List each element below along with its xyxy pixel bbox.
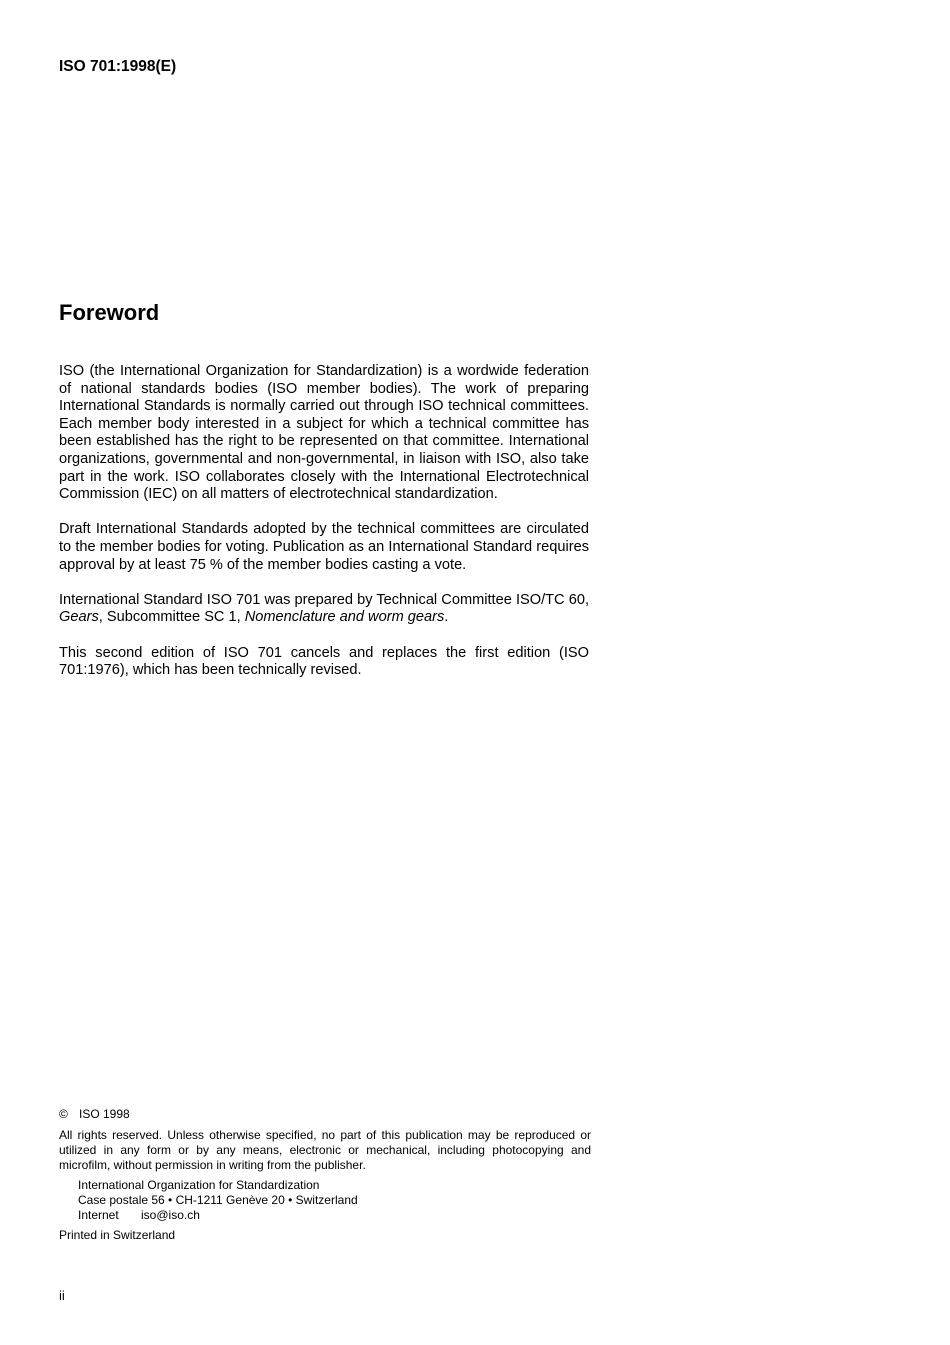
copyright-block <box>59 1107 591 1243</box>
paragraph-3-text-b: , Subcommittee SC 1, <box>98 609 245 626</box>
printed-in: Printed in Switzerland <box>59 1228 176 1242</box>
internet-line <box>78 1208 591 1223</box>
subcommittee-title: Nomenclature and worm gears <box>244 609 445 626</box>
paragraph-3-text-c: . <box>444 609 449 626</box>
internet-label: Internet <box>78 1208 119 1222</box>
copyright-symbol: © <box>59 1107 68 1121</box>
foreword-paragraph-1: ISO (the International Organization for Standardization) is a wordwide federation of national standards bodies (ISO member bodies). The work of preparing International Standards is normally carried out through ISO technical committees. Each member body interested in a subject for which a technical committee has been established has the right to be represented on that committee. International organizations, governmental and non-governmental, in liaison with ISO, also take part in the work. ISO collaborates closely with the International Electrotechnical Commission (IEC) on all matters of electrotechnical standardization. <box>59 363 589 503</box>
committee-title-gears: Gears <box>59 609 99 626</box>
publisher-address <box>78 1178 591 1223</box>
rights-statement: All rights reserved. Unless otherwise specified, no part of this publication may be reproduced or utilized in any form or by any means, electronic or mechanical, including photocopying and microfilm, without permission in writing from the publisher. <box>59 1128 591 1172</box>
foreword-heading: Foreword <box>59 300 160 325</box>
email-address: iso@iso.ch <box>141 1208 200 1222</box>
paragraph-3-text-a: International Standard ISO 701 was prepared by Technical Committee ISO/TC 60, <box>59 591 589 608</box>
postal-address: Case postale 56 • CH-1211 Genève 20 • Switzerland <box>78 1193 358 1207</box>
foreword-paragraph-3 <box>59 592 589 627</box>
page-number: ii <box>59 1288 65 1303</box>
foreword-paragraph-2: Draft International Standards adopted by the technical committees are circulated to the member bodies for voting. Publication as an International Standard requires approval by at least 75 % of the member bodies casting a vote. <box>59 521 589 573</box>
organization-name: International Organization for Standardization <box>78 1178 320 1192</box>
foreword-paragraph-4: This second edition of ISO 701 cancels and replaces the first edition (ISO 701:1976), which has been technically revised. <box>59 644 589 679</box>
foreword-body <box>59 363 589 697</box>
copyright-year: ISO 1998 <box>79 1107 130 1121</box>
document-id: ISO 701:1998(E) <box>59 58 177 75</box>
copyright-line <box>59 1107 591 1122</box>
